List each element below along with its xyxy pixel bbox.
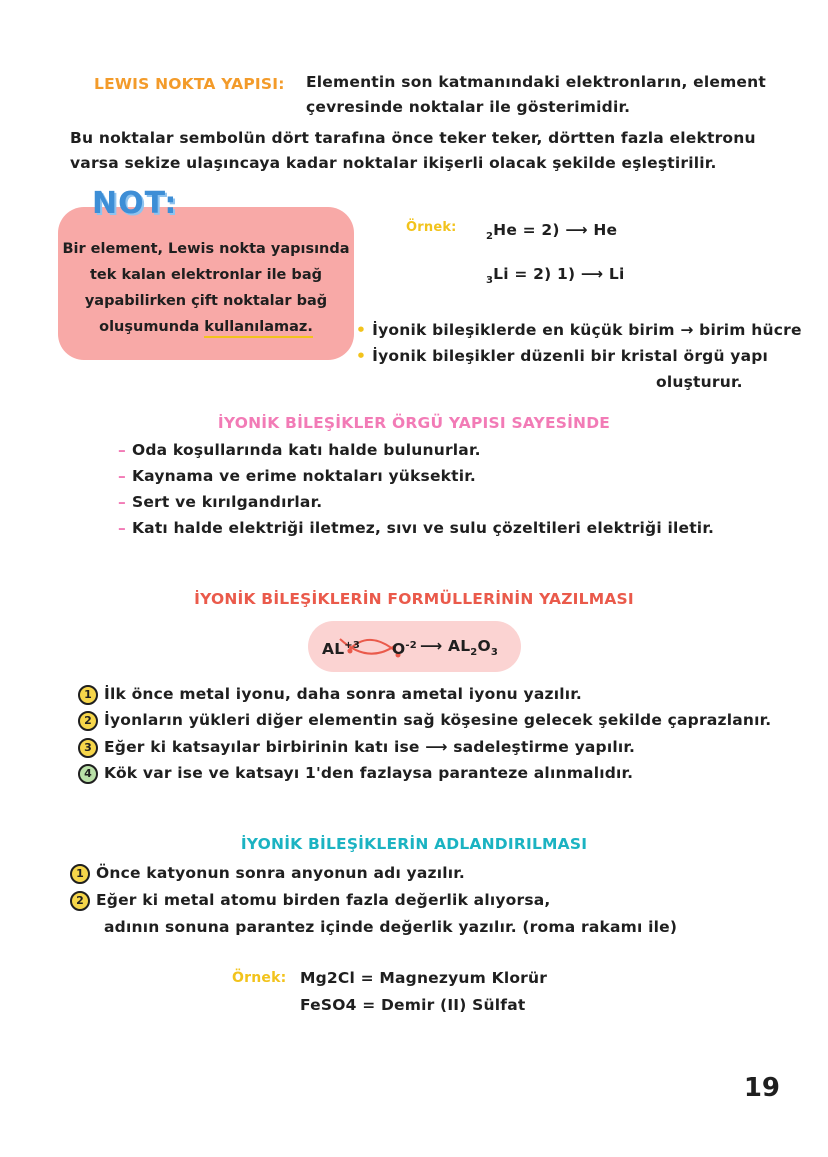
formula-step: 2 İyonların yükleri diğer elementin sağ köşesine gelecek şekilde çaprazlanır. <box>78 708 771 732</box>
he-result: He <box>593 221 618 239</box>
li-arrow: ⟶ <box>580 265 604 283</box>
formula-product: $AL_2O_3$ <box>448 637 499 659</box>
step-number-badge: 3 <box>78 738 98 758</box>
note-line4 <box>60 314 352 340</box>
al-charge: +3 <box>344 640 361 651</box>
note-line2: tek kalan elektronlar ile bağ <box>90 267 322 283</box>
naming-title: İYONİK BİLEŞİKLERİN ADLANDIRILMASI <box>240 835 588 853</box>
formulas-title: İYONİK BİLEŞİKLERİN FORMÜLLERİNİN YAZILMASI <box>194 590 634 608</box>
he-config: He = 2) <box>493 221 560 239</box>
lewis-paragraph-line2: varsa sekize ulaşıncaya kadar noktalar ikişerli olacak şekilde eşleştirilir. <box>70 154 717 172</box>
lattice-item: – Katı halde elektriği iletmez, sıvı ve sulu çözeltileri elektriği iletir. <box>118 519 715 537</box>
naming-example2: FeSO4 = Demir (II) Sülfat <box>300 996 526 1014</box>
note-line4-prefix: oluşumunda <box>99 319 205 335</box>
naming-step2-continuation: adının sonuna parantez içinde değerlik yazılır. (roma rakamı ile) <box>104 918 678 936</box>
note-text <box>60 236 352 340</box>
li-config: Li = 2) 1) <box>493 265 576 283</box>
step-number-badge: 1 <box>70 864 90 884</box>
note-line3: yapabilirken çift noktalar bağ <box>84 293 328 309</box>
lewis-definition-line1: Elementin son katmanındaki elektronların, element <box>306 73 766 91</box>
example1-he-row <box>486 218 617 249</box>
naming-example-label: Örnek: <box>232 970 287 986</box>
step-number-badge: 2 <box>78 711 98 731</box>
ionic-fact-continuation: oluşturur. <box>656 373 743 391</box>
formula-step: 1 İlk önce metal iyonu, daha sonra ametal iyonu yazılır. <box>78 682 582 706</box>
lattice-item: – Oda koşullarında katı halde bulunurlar. <box>118 441 481 459</box>
formula-step: 3 Eğer ki katsayılar birbirinin katı ise ⟶ sadeleştirme yapılır. <box>78 735 635 759</box>
he-arrow: ⟶ <box>565 221 588 239</box>
naming-step: 1 Önce katyonun sonra anyonun adı yazılır. <box>70 861 465 885</box>
lattice-item: – Sert ve kırılgandırlar. <box>118 493 323 511</box>
step-number-badge: 4 <box>78 764 98 784</box>
lewis-definition-line2: çevresinde noktalar ile gösterimidir. <box>306 98 631 116</box>
note-title: NOT: <box>92 186 178 221</box>
formula-al: $AL^{+3}$ <box>322 640 361 659</box>
lewis-title: LEWIS NOKTA YAPISI: <box>94 75 285 93</box>
step-number-badge: 2 <box>70 891 90 911</box>
note-line4-emphasis: kullanılamaz. <box>204 319 313 338</box>
naming-example1: Mg2Cl = Magnezyum Klorür <box>300 969 548 987</box>
lattice-title: İYONİK BİLEŞİKLER ÖRGÜ YAPISI SAYESİNDE <box>217 414 611 432</box>
lattice-item: – Kaynama ve erime noktaları yüksektir. <box>118 467 477 485</box>
formula-step: 4 Kök var ise ve katsayı 1'den fazlaysa paranteze alınmalıdır. <box>78 761 633 785</box>
step-number-badge: 1 <box>78 685 98 705</box>
formula-arrow: ⟶ <box>420 637 443 655</box>
example1-label: Örnek: <box>406 220 457 235</box>
li-atomic-number: 3 <box>486 275 494 287</box>
ionic-fact-item: • İyonik bileşikler düzenli bir kristal örgü yapı <box>356 347 769 365</box>
o-charge: -2 <box>405 640 417 651</box>
formula-o: $O^{-2}$ <box>392 640 417 659</box>
lewis-paragraph-line1: Bu noktalar sembolün dört tarafına önce teker teker, dörtten fazla elektronu <box>70 129 756 147</box>
example1-li-row <box>486 262 625 293</box>
li-result: Li <box>608 265 625 283</box>
he-atomic-number: 2 <box>486 231 494 243</box>
note-line1: Bir element, Lewis nokta yapısında <box>62 241 350 257</box>
naming-step: 2 Eğer ki metal atomu birden fazla değerlik alıyorsa, <box>70 888 551 912</box>
page-number: 19 <box>743 1073 780 1103</box>
ionic-fact-item: • İyonik bileşiklerde en küçük birim → birim hücre <box>356 321 802 339</box>
